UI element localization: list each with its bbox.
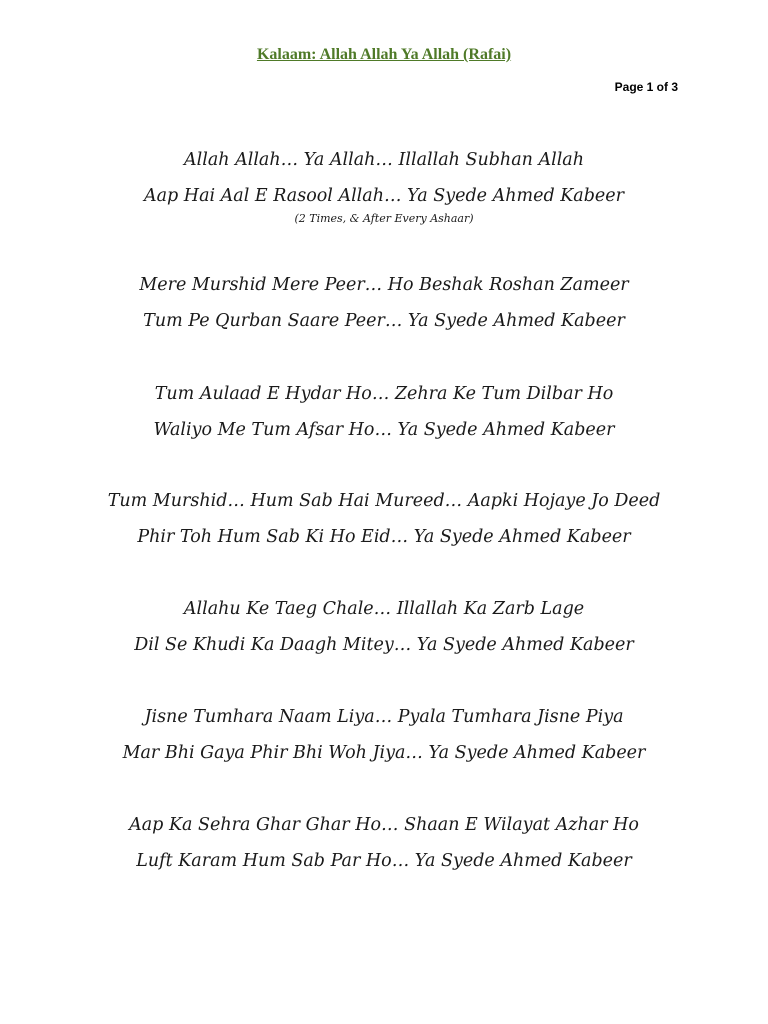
verse-1-line-1: Mere Murshid Mere Peer… Ho Beshak Roshan Zameer bbox=[139, 275, 629, 295]
refrain-line-2: Aap Hai Aal E Rasool Allah… Ya Syede Ahmed Kabeer bbox=[143, 186, 625, 206]
document-title: Kalaam: Allah Allah Ya Allah (Rafai) bbox=[256, 46, 512, 63]
verse-3-line-1: Tum Murshid… Hum Sab Hai Mureed… Aapki Hojaye Jo Deed bbox=[107, 491, 661, 511]
verse-6-line-1: Aap Ka Sehra Ghar Ghar Ho… Shaan E Wilayat Azhar Ho bbox=[129, 815, 639, 835]
verse-2-line-2: Waliyo Me Tum Afsar Ho… Ya Syede Ahmed Kabeer bbox=[153, 420, 615, 440]
verse-1-line-2: Tum Pe Qurban Saare Peer… Ya Syede Ahmed Kabeer bbox=[143, 311, 625, 331]
verse-4-line-2: Dil Se Khudi Ka Daagh Mitey… Ya Syede Ahmed Kabeer bbox=[134, 635, 634, 655]
verse-5-line-2: Mar Bhi Gaya Phir Bhi Woh Jiya… Ya Syede Ahmed Kabeer bbox=[122, 743, 646, 763]
verse-2-line-1: Tum Aulaad E Hydar Ho… Zehra Ke Tum Dilbar Ho bbox=[154, 384, 614, 404]
refrain-note: (2 Times, & After Every Ashaar) bbox=[294, 212, 474, 225]
verse-5-line-1: Jisne Tumhara Naam Liya… Pyala Tumhara Jisne Piya bbox=[144, 707, 624, 727]
verse-4-line-1: Allahu Ke Taeg Chale… Illallah Ka Zarb Lage bbox=[183, 599, 585, 619]
verse-6-line-2: Luft Karam Hum Sab Par Ho… Ya Syede Ahmed Kabeer bbox=[136, 851, 632, 871]
verse-3-line-2: Phir Toh Hum Sab Ki Ho Eid… Ya Syede Ahmed Kabeer bbox=[137, 527, 631, 547]
refrain-line-1: Allah Allah… Ya Allah… Illallah Subhan Allah bbox=[183, 150, 585, 170]
page-number: Page 1 of 3 bbox=[614, 80, 678, 94]
